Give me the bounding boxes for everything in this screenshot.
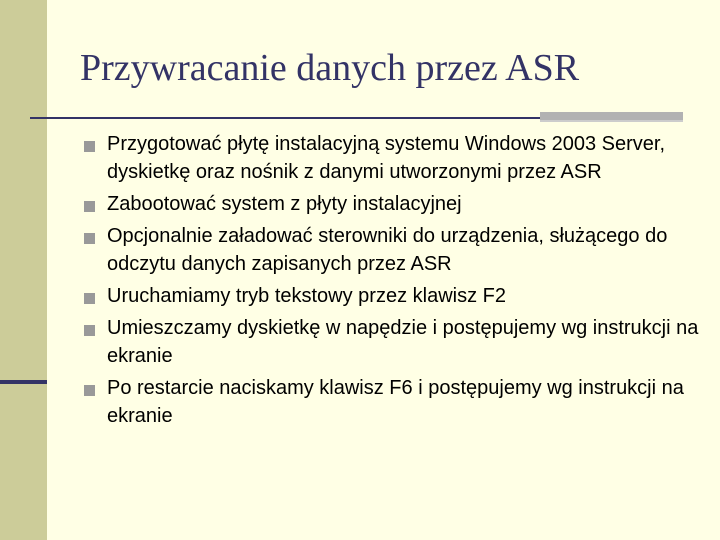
bullet-text: Zabootować system z płyty instalacyjnej bbox=[107, 193, 462, 215]
bullet-item bbox=[84, 282, 704, 310]
title-accent-bar bbox=[540, 112, 683, 120]
square-bullet-icon bbox=[84, 201, 95, 212]
title-accent-bar-shadow bbox=[540, 120, 683, 122]
bullet-text: Opcjonalnie załadować sterowniki do urządzenia, służącego do odczytu danych zapisanych przez ASR bbox=[107, 225, 668, 275]
bullet-list bbox=[84, 130, 704, 430]
bullet-text: Przygotować płytę instalacyjną systemu Windows 2003 Server, dyskietkę oraz nośnik z danymi utworzonymi przez ASR bbox=[107, 133, 666, 183]
side-decoration-tick bbox=[0, 380, 47, 384]
bullet-item bbox=[84, 314, 704, 370]
bullet-text: Umieszczamy dyskietkę w napędzie i postępujemy wg instrukcji na ekranie bbox=[107, 317, 699, 367]
title-underline bbox=[30, 117, 540, 119]
square-bullet-icon bbox=[84, 293, 95, 304]
bullet-item bbox=[84, 374, 704, 430]
bullet-text: Uruchamiamy tryb tekstowy przez klawisz F2 bbox=[107, 285, 506, 307]
square-bullet-icon bbox=[84, 325, 95, 336]
side-decoration-band bbox=[0, 0, 47, 540]
square-bullet-icon bbox=[84, 385, 95, 396]
square-bullet-icon bbox=[84, 141, 95, 152]
slide-title: Przywracanie danych przez ASR bbox=[80, 47, 580, 89]
square-bullet-icon bbox=[84, 233, 95, 244]
bullet-item bbox=[84, 222, 704, 278]
bullet-item bbox=[84, 130, 704, 186]
bullet-item bbox=[84, 190, 704, 218]
bullet-text: Po restarcie naciskamy klawisz F6 i postępujemy wg instrukcji na ekranie bbox=[107, 377, 684, 427]
